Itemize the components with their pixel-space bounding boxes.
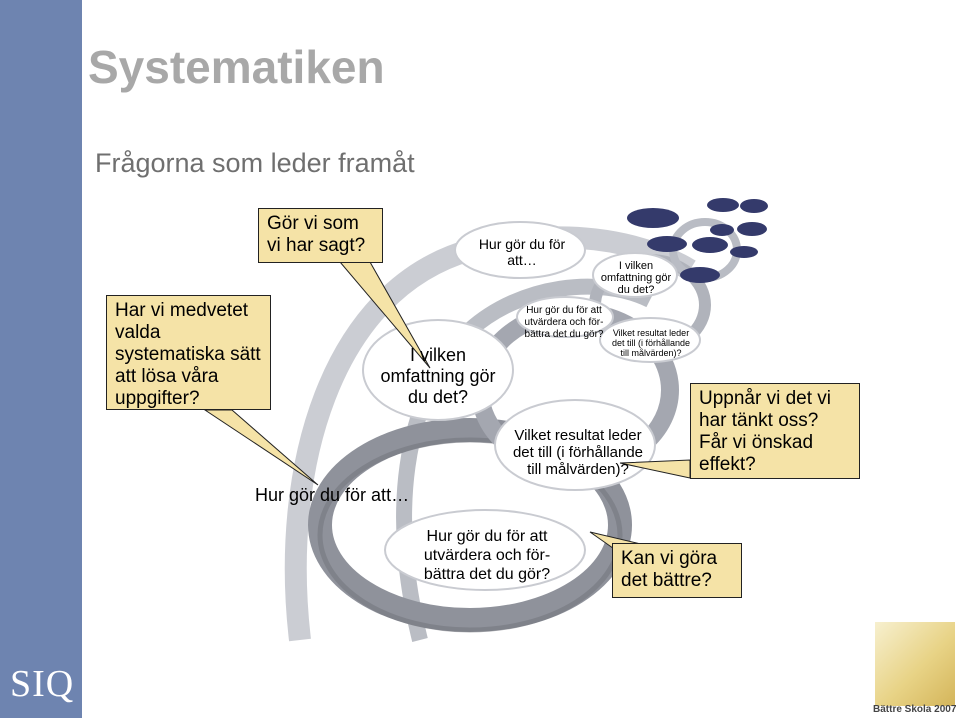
label-evaluate-large: Hur gör du för att utvärdera och för-bättra det du gör? (423, 528, 551, 583)
node-dark-8 (710, 224, 734, 236)
node-dark-4 (692, 237, 728, 253)
node-dark-5 (707, 198, 739, 212)
box-achieved-effect: Uppnår vi det vi har tänkt oss? Får vi önskad effekt? (690, 383, 860, 479)
siq-logo: SIQ (10, 663, 75, 705)
slide-subtitle: Frågorna som leder framåt (95, 148, 415, 178)
label-evaluate-medium: Hur gör du för att utvärdera och för-bättra det du gör? (524, 305, 604, 340)
label-result-large: Vilket resultat leder det till (i förhållande till målvärden)? (512, 427, 644, 478)
box-systematic-methods: Har vi medvetet valda systematiska sätt att lösa våra uppgifter? (106, 295, 271, 410)
node-dark-9 (730, 246, 758, 258)
label-scope-medium: I vilken omfattning gör du det? (600, 260, 672, 296)
node-dark-2 (647, 236, 687, 252)
node-dark-1 (627, 208, 679, 228)
label-how-large: Hur gör du för att… (255, 485, 410, 505)
slide-title: Systematiken (88, 41, 385, 93)
node-dark-3 (680, 267, 720, 283)
box-can-improve: Kan vi göra det bättre? (612, 543, 742, 598)
label-scope-large: I vilken omfattning gör du det? (380, 345, 496, 407)
school-logo-graphic (875, 622, 955, 706)
node-dark-7 (737, 222, 767, 236)
footer-label: Bättre Skola 2007 (873, 704, 957, 715)
box-did-as-said: Gör vi som vi har sagt? (258, 208, 383, 263)
label-how-medium: Hur gör du för att… (478, 236, 566, 268)
node-dark-6 (740, 199, 768, 213)
label-result-medium: Vilket resultat leder det till (i förhållande till målvärden)? (611, 328, 691, 358)
